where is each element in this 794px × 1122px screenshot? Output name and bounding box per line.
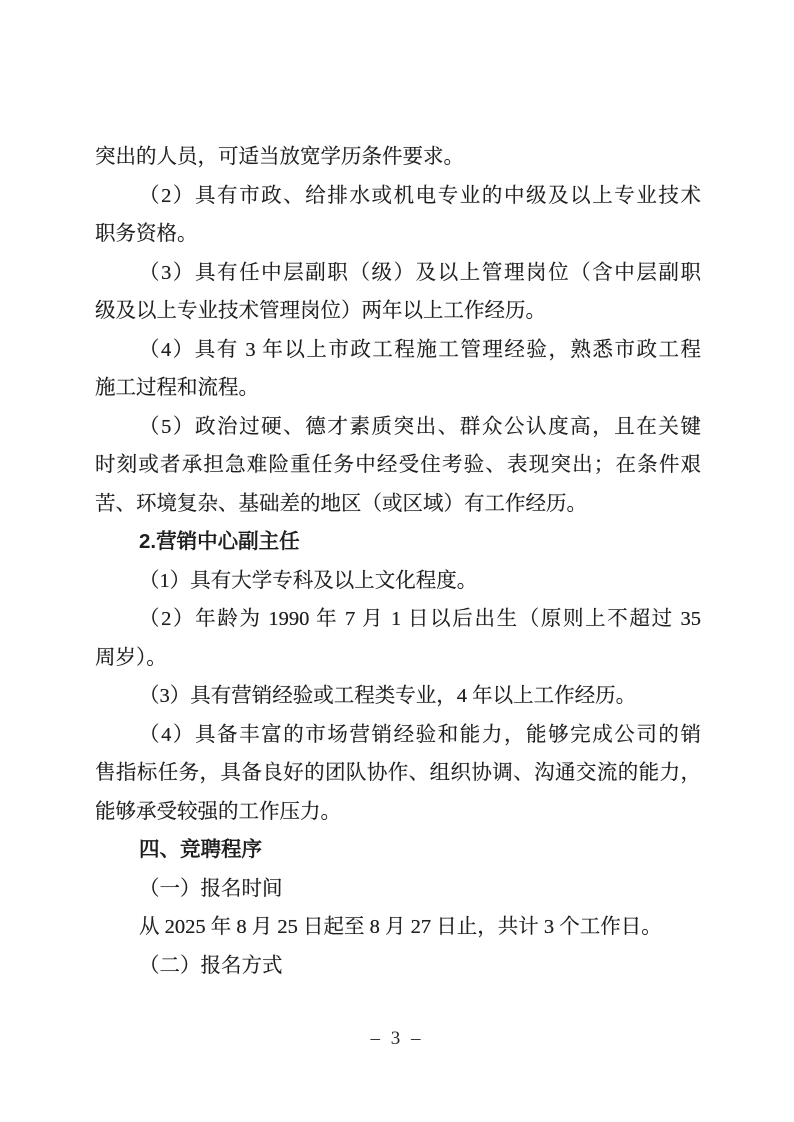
- document-line-12: （1）具有大学专科及以上文化程度。: [139, 569, 478, 592]
- document-line-21: 从 2025 年 8 月 25 日起至 8 月 27 日止，共计 3 个工作日。: [139, 916, 662, 938]
- document-content: [95, 138, 701, 985]
- document-line-14: 周岁）。: [95, 646, 167, 669]
- document-line-19: 四、竞聘程序: [139, 838, 262, 861]
- document-line-13: （2）年龄为 1990 年 7 月 1 日以后出生（原则上不超过 35: [139, 608, 701, 630]
- document-line-16: （4）具备丰富的市场营销经验和能力，能够完成公司的销: [139, 723, 701, 746]
- document-line-8: （5）政治过硬、德才素质突出、群众公认度高，且在关键: [139, 415, 701, 438]
- document-line-7: 施工过程和流程。: [95, 377, 259, 399]
- page-number: – 3 –: [370, 1028, 424, 1049]
- document-line-10: 苦、环境复杂、基础差的地区（或区域）有工作经历。: [95, 492, 587, 515]
- document-line-6: （4）具有 3 年以上市政工程施工管理经验，熟悉市政工程: [139, 338, 701, 361]
- document-line-20: （一）报名时间: [139, 877, 283, 900]
- document-line-18: 能够承受较强的工作压力。: [95, 800, 341, 823]
- document-line-15: （3）具有营销经验或工程类专业，4 年以上工作经历。: [139, 685, 637, 707]
- document-line-3: 职务资格。: [95, 223, 198, 245]
- document-line-4: （3）具有任中层副职（级）及以上管理岗位（含中层副职: [139, 261, 701, 284]
- document-line-2: （2）具有市政、给排水或机电专业的中级及以上专业技术: [139, 184, 701, 207]
- document-line-11: 2.营销中心副主任: [139, 530, 300, 553]
- document-line-17: 售指标任务，具备良好的团队协作、组织协调、沟通交流的能力，: [95, 762, 701, 784]
- document-line-9: 时刻或者承担急难险重任务中经受住考验、表现突出；在条件艰: [95, 454, 701, 476]
- document-line-22: （二）报名方式: [139, 954, 283, 977]
- document-line-5: 级及以上专业技术管理岗位）两年以上工作经历。: [95, 300, 546, 322]
- document-line-1: 突出的人员，可适当放宽学历条件要求。: [95, 146, 464, 168]
